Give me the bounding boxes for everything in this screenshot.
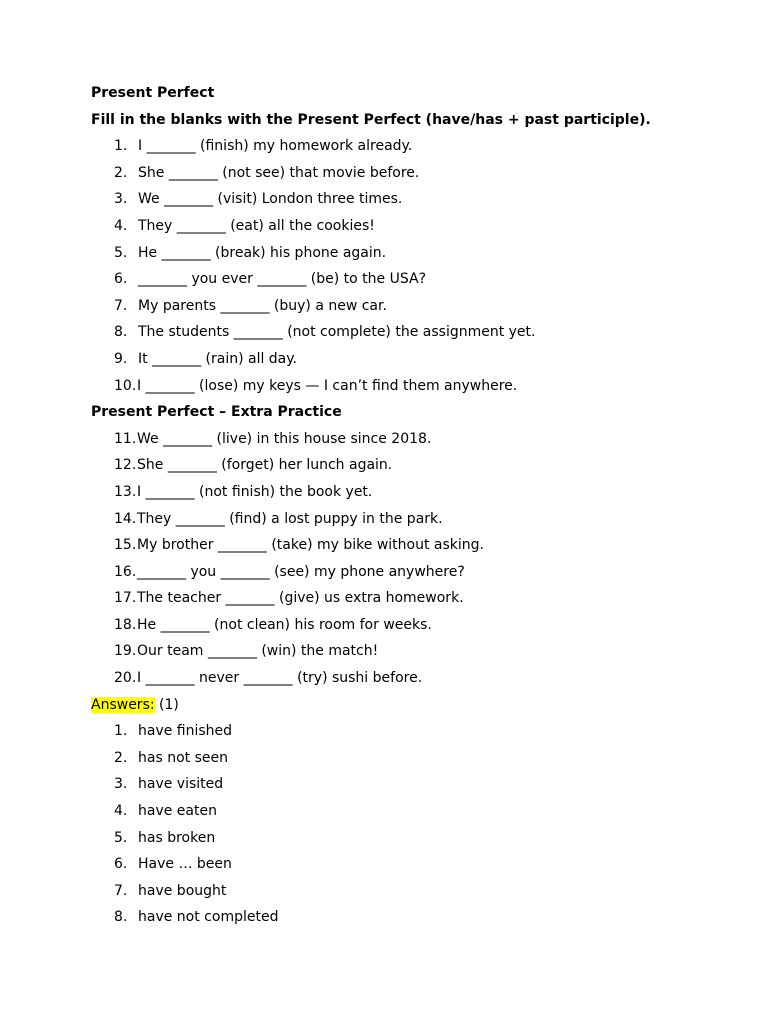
instructions: Fill in the blanks with the Present Perfect (have/has + past participle). bbox=[91, 111, 651, 128]
list-item bbox=[91, 828, 728, 855]
item-text: I _______ (not finish) the book yet. bbox=[137, 483, 373, 500]
item-text: I _______ never _______ (try) sushi before. bbox=[137, 670, 423, 687]
item-text: The teacher _______ (give) us extra homework. bbox=[137, 590, 464, 607]
answers-heading bbox=[91, 695, 728, 722]
item-number: 2. bbox=[114, 749, 128, 766]
list-item bbox=[91, 376, 728, 403]
item-number: 5. bbox=[114, 244, 128, 261]
list-item bbox=[91, 269, 728, 296]
exercise-list-1 bbox=[91, 136, 728, 402]
answer-text: have not completed bbox=[138, 909, 279, 926]
item-number: 9. bbox=[114, 350, 128, 367]
item-number: 20. bbox=[114, 670, 137, 687]
item-number: 1. bbox=[114, 723, 128, 740]
list-item bbox=[91, 296, 728, 323]
item-text: I _______ (finish) my homework already. bbox=[138, 138, 413, 155]
item-text: He _______ (break) his phone again. bbox=[138, 244, 387, 261]
list-item bbox=[91, 322, 728, 349]
item-number: 7. bbox=[114, 297, 128, 314]
item-text: We _______ (visit) London three times. bbox=[138, 191, 403, 208]
item-number: 17. bbox=[114, 590, 137, 607]
list-item bbox=[91, 163, 728, 190]
answer-text: have eaten bbox=[138, 803, 217, 820]
item-text: He _______ (not clean) his room for weeks. bbox=[137, 616, 432, 633]
list-item bbox=[91, 243, 728, 270]
item-number: 15. bbox=[114, 537, 137, 554]
list-item bbox=[91, 668, 728, 695]
document-title: Present Perfect bbox=[91, 85, 215, 101]
answer-text: Have … been bbox=[138, 856, 232, 873]
item-text: We _______ (live) in this house since 2018. bbox=[137, 430, 432, 447]
answer-text: have bought bbox=[138, 882, 227, 899]
list-item bbox=[91, 216, 728, 243]
list-item bbox=[91, 721, 728, 748]
list-item bbox=[91, 455, 728, 482]
item-number: 14. bbox=[114, 510, 137, 527]
section-heading-extra-practice: Present Perfect – Extra Practice bbox=[91, 404, 342, 421]
list-item bbox=[91, 349, 728, 376]
answer-text: has not seen bbox=[138, 749, 228, 766]
document-content bbox=[91, 83, 728, 934]
item-number: 8. bbox=[114, 909, 128, 926]
answers-list bbox=[91, 721, 728, 934]
item-text: My parents _______ (buy) a new car. bbox=[138, 297, 387, 314]
item-text: _______ you _______ (see) my phone anywhere? bbox=[137, 563, 465, 580]
list-item bbox=[91, 774, 728, 801]
item-number: 6. bbox=[114, 856, 128, 873]
list-item bbox=[91, 641, 728, 668]
list-item bbox=[91, 801, 728, 828]
item-text: She _______ (forget) her lunch again. bbox=[137, 457, 393, 474]
item-text: _______ you ever _______ (be) to the USA? bbox=[138, 271, 426, 288]
list-item bbox=[91, 509, 728, 536]
item-number: 1. bbox=[114, 138, 128, 155]
answers-suffix: (1) bbox=[154, 696, 179, 713]
item-number: 18. bbox=[114, 616, 137, 633]
item-number: 3. bbox=[114, 191, 128, 208]
item-text: They _______ (find) a lost puppy in the park. bbox=[137, 510, 443, 527]
item-text: Our team _______ (win) the match! bbox=[137, 643, 379, 660]
item-number: 3. bbox=[114, 776, 128, 793]
answer-text: has broken bbox=[138, 829, 216, 846]
item-number: 4. bbox=[114, 803, 128, 820]
answers-label: Answers: bbox=[91, 696, 155, 713]
list-item bbox=[91, 615, 728, 642]
list-item bbox=[91, 588, 728, 615]
answer-text: have finished bbox=[138, 723, 233, 740]
list-item bbox=[91, 562, 728, 589]
item-text: The students _______ (not complete) the assignment yet. bbox=[138, 324, 536, 341]
item-text: They _______ (eat) all the cookies! bbox=[138, 217, 375, 234]
item-number: 13. bbox=[114, 483, 137, 500]
item-text: My brother _______ (take) my bike without asking. bbox=[137, 537, 484, 554]
item-number: 11. bbox=[114, 430, 137, 447]
list-item bbox=[91, 482, 728, 509]
item-number: 16. bbox=[114, 563, 137, 580]
item-number: 12. bbox=[114, 457, 137, 474]
item-number: 2. bbox=[114, 164, 128, 181]
item-text: She _______ (not see) that movie before. bbox=[138, 164, 420, 181]
item-text: I _______ (lose) my keys — I can’t find them anywhere. bbox=[137, 377, 518, 394]
list-item bbox=[91, 881, 728, 908]
list-item bbox=[91, 748, 728, 775]
item-number: 10. bbox=[114, 377, 137, 394]
item-text: It _______ (rain) all day. bbox=[138, 350, 298, 367]
exercise-list-2 bbox=[91, 429, 728, 695]
item-number: 8. bbox=[114, 324, 128, 341]
item-number: 5. bbox=[114, 829, 128, 846]
item-number: 4. bbox=[114, 217, 128, 234]
list-item bbox=[91, 136, 728, 163]
item-number: 7. bbox=[114, 882, 128, 899]
list-item bbox=[91, 907, 728, 934]
list-item bbox=[91, 535, 728, 562]
item-number: 6. bbox=[114, 271, 128, 288]
list-item bbox=[91, 429, 728, 456]
list-item bbox=[91, 189, 728, 216]
answer-text: have visited bbox=[138, 776, 224, 793]
list-item bbox=[91, 854, 728, 881]
item-number: 19. bbox=[114, 643, 137, 660]
